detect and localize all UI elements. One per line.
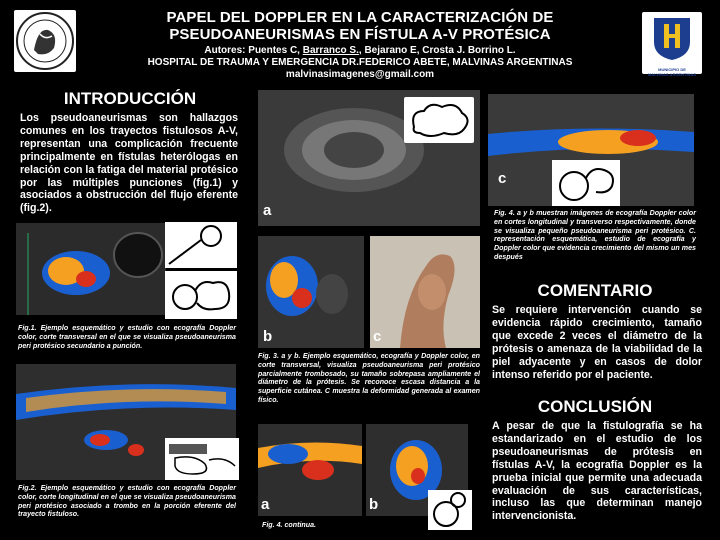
conclusion-text: A pesar de que la fistulografía se ha estandarizado en el estudio de los pseudoaneurismas de prótesis en fístulas A-V, la ecografía Doppler es la prueba inicial que permite una adecuada evaluación de sus características, incluso las que determinan manejo intervencionista.: [492, 420, 702, 523]
municipality-logo: [642, 12, 702, 77]
fig4-caption: Fig. 4. a y b muestran imágenes de ecografía Doppler color en cortes longitudinal y transverso respectivamente, donde se visualiza pequeño pseudoaneurisma peri protésico. C. representación esquemática, estudio de ecografía y Doppler color que evidencia crecimiento del mismo un mes después: [494, 209, 696, 261]
fig1-caption: Fig.1. Ejemplo esquemático y estudio con ecografía Doppler color, corte transversal en el que se visualiza pseudoaneurisma peri protésico secundario a punción.: [18, 324, 236, 350]
authors-line: [90, 45, 630, 56]
intro-heading: INTRODUCCIÓN: [63, 89, 197, 108]
municipality-shield-icon: [642, 12, 702, 62]
fig4cont-label-a: a: [261, 496, 270, 513]
cloud-aneurysm-schema-icon: [404, 97, 474, 143]
hospital-logo-emblem-icon: [14, 10, 76, 72]
fig3-label-a: a: [263, 202, 272, 219]
poster-title: [90, 9, 630, 43]
fig4-schema: [552, 160, 620, 206]
intro-text: Los pseudoaneurismas son hallazgos comunes en los trayectos fistulosos A-V, representan una complicación frecuente principalmente en fístulas heterólogas en relación con la fatiga del material protésico por las múltiples punciones (fig.1) y asociados a obstrucción del flujo eferente (fig.2).: [20, 112, 238, 215]
municipality-logo-text: MUNICIPIO DE MALVINAS ARGENTINAS: [648, 67, 696, 77]
poster-title-line1: PAPEL DEL DOPPLER EN LA CARACTERIZACIÓN DE: [166, 9, 554, 26]
comentario-text: Se requiere intervención cuando se evidencia rápido crecimiento, tamaño que excede 2 veces el diámetro de la prótesis o amenaza de la viabilidad de la piel adyacente y en casos de dolor intenso referido por el paciente.: [492, 304, 702, 381]
fig3-schema: [404, 97, 474, 143]
fig4cont-schema: [428, 490, 472, 530]
contact-email: malvinasimagenes@gmail.com: [285, 69, 435, 80]
small-aneurysm-schema-icon: [428, 490, 472, 530]
fig4-doppler-a: [258, 424, 362, 516]
thrombus-schema-icon: [165, 438, 239, 480]
comentario-heading: COMENTARIO: [537, 281, 653, 300]
fig1-schema-needle: [165, 222, 237, 268]
fig3-doppler-image: [258, 236, 364, 348]
fig2-caption: Fig.2. Ejemplo esquemático y estudio con ecografía Doppler color, corte longitudinal en el que se visualiza pseudoaneurisma peri protésico asociado a trombo en la porción eferente del trayecto fistuloso.: [18, 484, 236, 519]
fig4cont-label-b: b: [369, 496, 379, 513]
fig1-schema-aneurysm: [165, 271, 237, 319]
fig4cont-caption: Fig. 4. continua.: [262, 521, 316, 529]
fig2-schema: [165, 438, 239, 480]
fig3-caption: Fig. 3. a y b. Ejemplo esquemático, ecografía y Doppler color, en corte transversal, visualiza pseudoaneurisma peri protésico parcialmente trombosado, su tamaño sobrepasa ampliamente el diámetro de la prótesis. Se reconoce escasa distancia a la superficie cutánea. C muestra la deformidad generada al examen físico.: [258, 352, 480, 404]
hospital-name: HOSPITAL DE TRAUMA Y EMERGENCIA DR.FEDERICO ABETE, MALVINAS ARGENTINAS: [147, 57, 573, 68]
fig3-label-b: b: [263, 328, 273, 345]
growing-aneurysm-schema-icon: [552, 160, 620, 206]
conclusion-heading: CONCLUSIÓN: [537, 397, 653, 416]
fig3-clinical-photo: [370, 236, 480, 348]
fig3-label-c: c: [373, 328, 382, 345]
fig1-doppler-image: [16, 223, 166, 315]
authors-suffix: , Bejarano E, Crosta J. Borrino L.: [358, 45, 516, 56]
authors-prefix: Autores: Puentes C,: [204, 45, 303, 56]
fig4-label-c: c: [498, 170, 507, 187]
authors-highlight: Barranco S.: [302, 45, 359, 56]
aneurysm-schema-icon: [165, 271, 237, 319]
needle-schema-icon: [165, 222, 237, 268]
poster-title-line2: PSEUDOANEURISMAS EN FÍSTULA A-V PROTÉSICA: [169, 26, 551, 43]
hospital-logo: [14, 10, 76, 72]
